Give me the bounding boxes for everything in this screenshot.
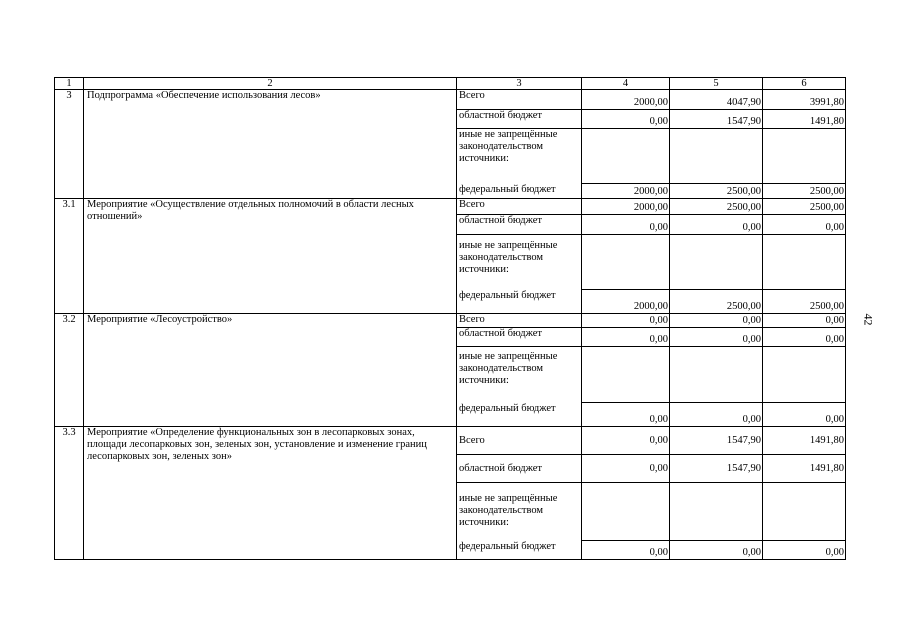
value-col4: 0,00 — [582, 427, 670, 455]
row-label: областной бюджет — [457, 328, 582, 347]
header-cell-5: 5 — [670, 78, 763, 90]
header-cell-4: 4 — [582, 78, 670, 90]
value-col5: 1547,90 — [670, 455, 763, 483]
row-label: иные не запрещённые законодательством источники: — [457, 483, 582, 541]
value-col5 — [670, 347, 763, 403]
header-cell-6: 6 — [763, 78, 846, 90]
row-label: областной бюджет — [457, 215, 582, 235]
row-name: Подпрограмма «Обеспечение использования лесов» — [84, 90, 457, 199]
header-cell-2: 2 — [84, 78, 457, 90]
value-col5 — [670, 235, 763, 290]
value-col5: 0,00 — [670, 314, 763, 328]
value-col6: 1491,80 — [763, 110, 846, 129]
value-col5: 1547,90 — [670, 427, 763, 455]
value-col6 — [763, 483, 846, 541]
value-col4: 2000,00 — [582, 184, 670, 199]
row-index: 3.2 — [55, 314, 84, 427]
value-col4 — [582, 129, 670, 184]
row-index: 3 — [55, 90, 84, 199]
row-label: федеральный бюджет — [457, 403, 582, 427]
row-name: Мероприятие «Определение функциональных зон в лесопарковых зонах, площади лесопарковых зон, зеленых зон, установление и изменение границ лесопарковых зон, зеленых зон» — [84, 427, 457, 560]
value-col6: 0,00 — [763, 328, 846, 347]
value-col4: 2000,00 — [582, 90, 670, 110]
value-col6: 0,00 — [763, 215, 846, 235]
value-col6: 2500,00 — [763, 199, 846, 215]
value-col4: 0,00 — [582, 455, 670, 483]
value-col6: 0,00 — [763, 314, 846, 328]
value-col4: 0,00 — [582, 314, 670, 328]
value-col6: 0,00 — [763, 541, 846, 560]
value-col5: 2500,00 — [670, 184, 763, 199]
row-index: 3.3 — [55, 427, 84, 560]
row-label: Всего — [457, 314, 582, 328]
header-cell-3: 3 — [457, 78, 582, 90]
row-index: 3.1 — [55, 199, 84, 314]
row-label: областной бюджет — [457, 110, 582, 129]
page-number: 42 — [861, 313, 876, 326]
row-label: иные не запрещённые законодательством источники: — [457, 235, 582, 290]
row-label: федеральный бюджет — [457, 290, 582, 314]
value-col5: 0,00 — [670, 215, 763, 235]
value-col4: 2000,00 — [582, 199, 670, 215]
row-label: областной бюджет — [457, 455, 582, 483]
row-name: Мероприятие «Лесоустройство» — [84, 314, 457, 427]
value-col6 — [763, 129, 846, 184]
value-col6 — [763, 235, 846, 290]
value-col6: 2500,00 — [763, 184, 846, 199]
row-label: федеральный бюджет — [457, 541, 582, 560]
table-row — [55, 90, 846, 110]
row-label: федеральный бюджет — [457, 184, 582, 199]
header-row — [55, 78, 846, 90]
value-col6: 3991,80 — [763, 90, 846, 110]
value-col6 — [763, 347, 846, 403]
value-col5: 0,00 — [670, 328, 763, 347]
budget-table — [54, 77, 846, 560]
value-col4: 0,00 — [582, 403, 670, 427]
table-row — [55, 427, 846, 455]
row-label: иные не запрещённые законодательством источники: — [457, 347, 582, 403]
row-label: Всего — [457, 90, 582, 110]
value-col5 — [670, 129, 763, 184]
value-col4: 0,00 — [582, 215, 670, 235]
table-row — [55, 314, 846, 328]
value-col6: 1491,80 — [763, 455, 846, 483]
value-col5 — [670, 483, 763, 541]
row-name: Мероприятие «Осуществление отдельных полномочий в области лесных отношений» — [84, 199, 457, 314]
row-label: Всего — [457, 199, 582, 215]
value-col4 — [582, 483, 670, 541]
value-col5: 0,00 — [670, 541, 763, 560]
value-col5: 0,00 — [670, 403, 763, 427]
value-col4 — [582, 235, 670, 290]
value-col6: 0,00 — [763, 403, 846, 427]
value-col5: 2500,00 — [670, 290, 763, 314]
value-col4: 2000,00 — [582, 290, 670, 314]
value-col4 — [582, 347, 670, 403]
value-col5: 2500,00 — [670, 199, 763, 215]
row-label: Всего — [457, 427, 582, 455]
header-cell-1: 1 — [55, 78, 84, 90]
table-row — [55, 199, 846, 215]
value-col5: 4047,90 — [670, 90, 763, 110]
value-col4: 0,00 — [582, 328, 670, 347]
value-col4: 0,00 — [582, 110, 670, 129]
value-col5: 1547,90 — [670, 110, 763, 129]
value-col6: 1491,80 — [763, 427, 846, 455]
value-col6: 2500,00 — [763, 290, 846, 314]
row-label: иные не запрещённые законодательством источники: — [457, 129, 582, 184]
value-col4: 0,00 — [582, 541, 670, 560]
